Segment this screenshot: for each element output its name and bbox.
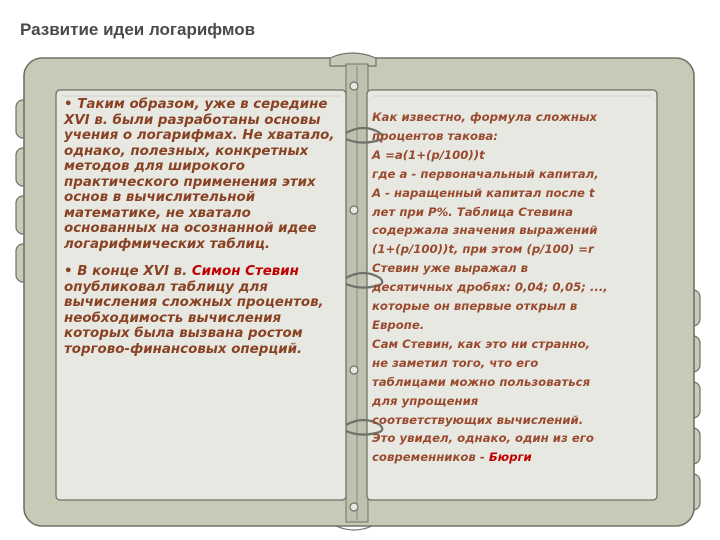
right-line: содержала значения выражений bbox=[372, 223, 598, 238]
right-line: лет при P%. Таблица Стевина bbox=[372, 204, 574, 219]
left-paragraph-1: • Таким образом, уже в середине XVI в. были разработаны основы учения о логарифмах. Не хватало, однако, полезных, конкретных методов для широкого практического применения этих основ в вычислительной математике, не хватало основанных на осознанной идее логарифмических таблиц. bbox=[64, 97, 335, 252]
page-title: Развитие идеи логарифмов bbox=[20, 20, 256, 39]
right-line: не заметил того, что его bbox=[372, 355, 539, 370]
right-line: таблицами можно пользоваться bbox=[372, 374, 591, 389]
stevin-name: Симон Стевин bbox=[191, 264, 299, 279]
right-line: процентов такова: bbox=[372, 128, 498, 143]
right-line: для упрощения bbox=[372, 393, 479, 408]
right-line: Сам Стевин, как это ни странно, bbox=[372, 336, 591, 351]
right-line: соответствующих вычислений. bbox=[372, 412, 584, 427]
left-paragraph-2-start: • В конце XVI в. bbox=[64, 264, 192, 279]
formula-line: A =a(1+(p/100))t bbox=[372, 147, 485, 162]
right-last-line bbox=[372, 448, 650, 467]
burgi-name: Бюрги bbox=[488, 450, 532, 465]
right-line: (1+(p/100))t, при этом (p/100) =r bbox=[372, 242, 594, 257]
left-page-text bbox=[64, 97, 340, 369]
right-page-text bbox=[372, 108, 650, 467]
right-line: Как известно, формула сложных bbox=[372, 110, 598, 124]
left-paragraph-2 bbox=[64, 264, 340, 357]
left-paragraph-2-end: опубликовал таблицу для вычисления сложных процентов, необходимость вычисления которых была вызвана ростом торгово-финансовых оперций. bbox=[64, 279, 324, 357]
right-line: Это увидел, однако, один из его bbox=[372, 431, 594, 446]
right-line: где a - первоначальный капитал, bbox=[372, 166, 599, 181]
right-line: которые он впервые открыл в bbox=[372, 299, 578, 314]
right-last-line-text: современников - bbox=[372, 450, 489, 465]
right-line: A - наращенный капитал после t bbox=[372, 185, 595, 200]
right-line: Европе. bbox=[372, 317, 425, 332]
right-line: десятичных дробях: 0,04; 0,05; ..., bbox=[372, 280, 608, 295]
right-line: Стевин уже выражал в bbox=[372, 261, 529, 276]
